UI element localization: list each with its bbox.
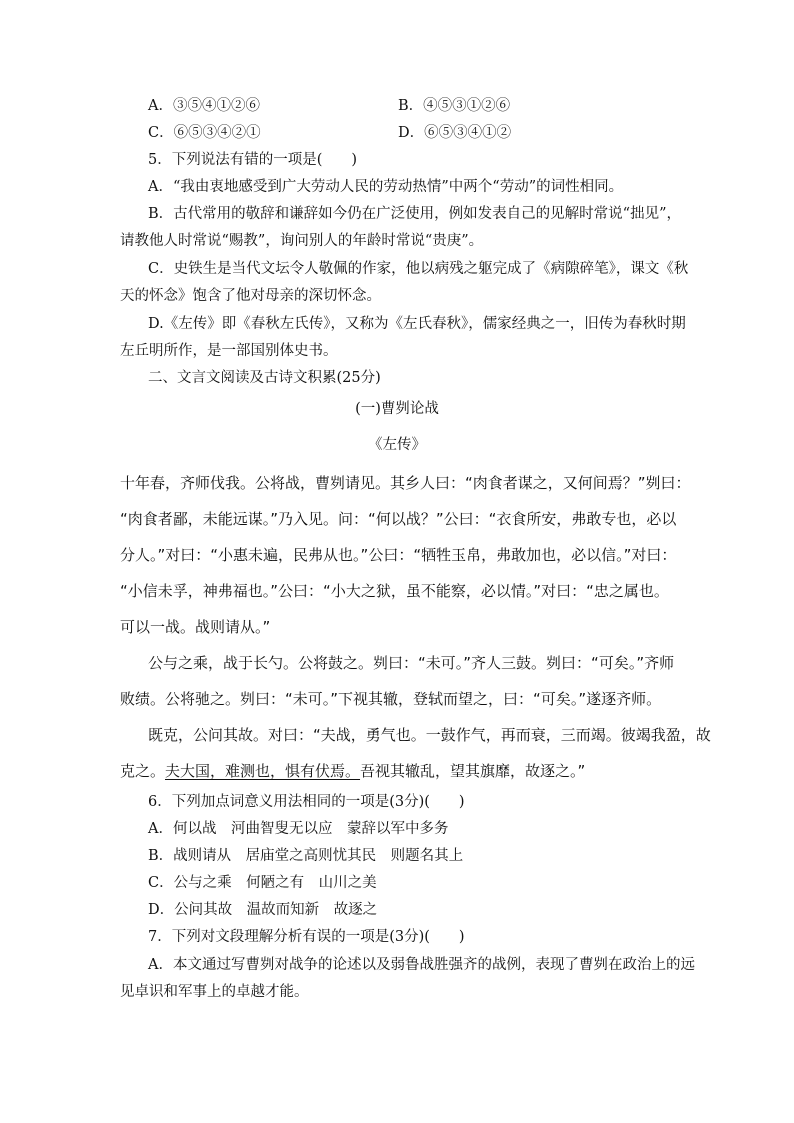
passage-p1-line2: “肉食者鄙，未能远谋。”乃入见。问：“何以战？”公曰：“衣食所安，弗敢专也，必以: [120, 510, 677, 528]
q4-option-c: C．⑥⑤③④②①: [148, 125, 261, 141]
passage-p3-line2-end: 吾视其辙乱，望其旗靡，故逐之。”: [360, 762, 586, 780]
q5-option-c-line2: 天的怀念》饱含了他对母亲的深切怀念。: [120, 288, 381, 304]
q6-stem: 6．下列加点词意义用法相同的一项是(3分)( ): [148, 794, 465, 810]
passage-p1-line3: 分人。”对曰：“小惠未遍，民弗从也。”公曰：“牺牲玉帛，弗敢加也，必以信。”对曰：: [120, 546, 677, 564]
q4-option-d: D．⑥⑤③④①②: [398, 125, 512, 141]
q5-option-a: A．“我由衷地感受到广大劳动人民的劳动热情”中两个“劳动”的词性相同。: [148, 179, 624, 195]
q6-option-d: D．公问其故 温故而知新 故逐之: [148, 902, 378, 918]
q6-option-c: C．公与之乘 何陋之有 山川之美: [148, 875, 377, 891]
q4-option-a: A．③⑤④①②⑥: [148, 98, 260, 114]
passage-p3-line2: [120, 760, 585, 782]
q7-stem: 7．下列对文段理解分析有误的一项是(3分)( ): [148, 929, 465, 945]
q5-option-d-line1: D.《左传》即《春秋左氏传》，又称为《左氏春秋》，儒家经典之一，旧传为春秋时期: [148, 316, 686, 332]
passage-p3-line2-start: 克之。: [120, 762, 166, 780]
passage-title: (一)曹刿论战: [355, 401, 439, 417]
passage-p1-line1: 十年春，齐师伐我。公将战，曹刿请见。其乡人曰：“肉食者谋之，又何间焉？”刿曰：: [120, 474, 691, 492]
q7-option-a-line2: 见卓识和军事上的卓越才能。: [120, 984, 309, 1000]
passage-p3-line1: 既克，公问其故。对曰：“夫战，勇气也。一鼓作气，再而衰，三而竭。彼竭我盈，故: [148, 726, 711, 744]
q6-option-a: A．何以战 河曲智叟无以应 蒙辞以军中多务: [148, 821, 449, 837]
underlined-sentence: 夫大国，难测也，惧有伏焉。: [165, 762, 361, 780]
passage-p1-line5: 可以一战。战则请从。”: [120, 618, 271, 636]
q5-option-b-line1: B．古代常用的敬辞和谦辞如今仍在广泛使用，例如发表自己的见解时常说“拙见”，: [148, 206, 681, 222]
q5-option-d-line2: 左丘明所作，是一部国别体史书。: [120, 343, 338, 359]
passage-p2-line1: 公与之乘，战于长勺。公将鼓之。刿曰：“未可。”齐人三鼓。刿曰：“可矣。”齐师: [148, 654, 675, 672]
passage-p1-line4: “小信未孚，神弗福也。”公曰：“小大之狱，虽不能察，必以情。”对曰：“忠之属也。: [120, 582, 669, 600]
section-heading: 二、文言文阅读及古诗文积累(25分): [148, 370, 381, 386]
q7-option-a-line1: A．本文通过写曹刿对战争的论述以及弱鲁战胜强齐的战例，表现了曹刿在政治上的远: [148, 957, 695, 973]
q5-option-c-line1: C．史铁生是当代文坛令人敬佩的作家，他以病残之躯完成了《病隙碎笔》，课文《秋: [148, 261, 689, 277]
q4-option-b: B．④⑤③①②⑥: [398, 98, 511, 114]
passage-source: 《左传》: [368, 437, 426, 453]
passage-p2-line2: 败绩。公将驰之。刿曰：“未可。”下视其辙，登轼而望之，曰：“可矣。”遂逐齐师。: [120, 690, 662, 708]
q6-option-b: B．战则请从 居庙堂之高则忧其民 则题名其上: [148, 848, 464, 864]
q5-option-b-line2: 请教他人时常说“赐教”，询问别人的年龄时常说“贵庚”。: [120, 233, 484, 249]
q5-stem: 5．下列说法有错的一项是( ): [148, 152, 358, 168]
